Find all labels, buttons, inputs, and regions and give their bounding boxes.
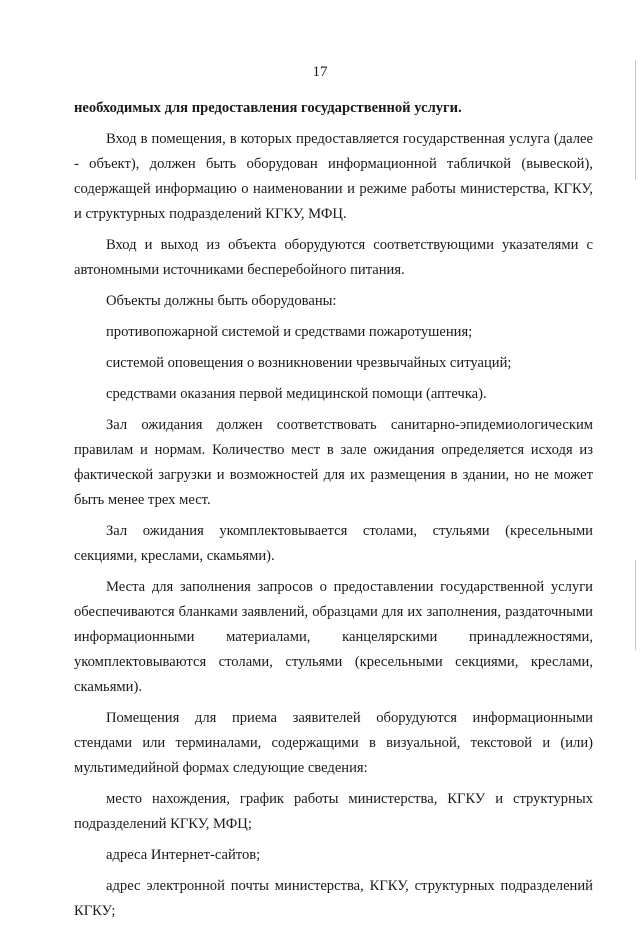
- paragraph: Зал ожидания должен соответствовать санитарно-эпидемиологическим правилам и нормам. Количество мест в зале ожидания определяется исходя из фактической загрузки и возможностей для их размещения в здании, но не может быть менее трех мест.: [74, 417, 593, 508]
- scan-edge-mark: [635, 60, 636, 180]
- paragraph: Помещения для приема заявителей оборудуются информационными стендами или терминалами, содержащими в визуальной, текстовой и (или) мультимедийной формах следующие сведения:: [74, 710, 593, 776]
- list-item: адрес электронной почты министерства, КГКУ, структурных подразделений КГКУ;: [74, 878, 593, 919]
- document-body: [74, 96, 593, 930]
- list-item: место нахождения, график работы министерства, КГКУ и структурных подразделений КГКУ, МФЦ;: [74, 791, 593, 832]
- paragraph: Объекты должны быть оборудованы:: [106, 293, 337, 309]
- page-number: 17: [312, 64, 328, 80]
- list-item: системой оповещения о возникновении чрезвычайных ситуаций;: [106, 355, 512, 371]
- list-item: противопожарной системой и средствами пожаротушения;: [106, 324, 473, 340]
- paragraph-heading-continuation: необходимых для предоставления государственной услуги.: [74, 100, 462, 116]
- list-item: средствами оказания первой медицинской помощи (аптечка).: [106, 386, 487, 402]
- paragraph: Места для заполнения запросов о предоставлении государственной услуги обеспечиваются бланками заявлений, образцами для их заполнения, раздаточными информационными материалами, канцелярскими принадлежностями, укомплектовываются столами, стульями (кресельными секциями, креслами, скамьями).: [74, 579, 593, 695]
- paragraph: Зал ожидания укомплектовывается столами, стульями (кресельными секциями, креслами, скамьями).: [74, 523, 593, 564]
- list-item: адреса Интернет-сайтов;: [106, 847, 261, 863]
- paragraph: Вход и выход из объекта оборудуются соответствующими указателями с автономными источниками бесперебойного питания.: [74, 237, 593, 278]
- paragraph: Вход в помещения, в которых предоставляется государственная услуга (далее - объект), должен быть оборудован информационной табличкой (вывеской), содержащей информацию о наименовании и режиме работы министерства, КГКУ, и структурных подразделений КГКУ, МФЦ.: [74, 131, 593, 222]
- scan-edge-mark: [635, 560, 636, 650]
